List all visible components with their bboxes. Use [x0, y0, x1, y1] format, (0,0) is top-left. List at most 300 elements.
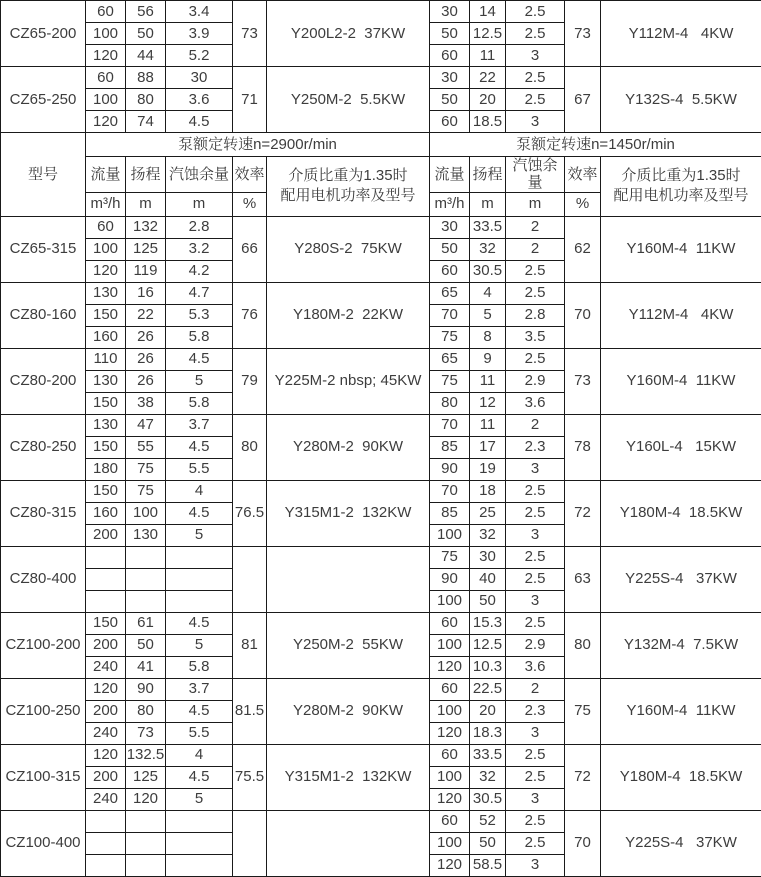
col-header-npsh: 汽蚀余量 [166, 157, 233, 193]
head-cell: 50 [126, 634, 166, 656]
unit-npsh: m [166, 192, 233, 216]
efficiency-cell: 73 [565, 1, 601, 67]
npsh-cell: 4.5 [166, 766, 233, 788]
col-header-efficiency: 效率 [233, 157, 267, 193]
unit-head: m [126, 192, 166, 216]
head-cell: 75 [126, 480, 166, 502]
head-cell: 20 [470, 700, 506, 722]
head-cell: 8 [470, 326, 506, 348]
head-cell: 61 [126, 612, 166, 634]
flow-cell: 60 [430, 45, 470, 67]
head-cell [126, 854, 166, 876]
model-column-header: 型号 [1, 133, 86, 217]
efficiency-cell: 73 [565, 348, 601, 414]
efficiency-cell [233, 546, 267, 612]
npsh-cell: 2.5 [506, 1, 565, 23]
flow-cell: 70 [430, 304, 470, 326]
head-cell: 50 [470, 832, 506, 854]
col-header-flow: 流量 [430, 157, 470, 193]
model-cell: CZ65-200 [1, 1, 86, 67]
npsh-cell: 2.5 [506, 282, 565, 304]
head-cell [126, 568, 166, 590]
flow-cell: 100 [430, 766, 470, 788]
npsh-cell: 3.7 [166, 678, 233, 700]
unit-flow: m³/h [430, 192, 470, 216]
head-cell: 44 [126, 45, 166, 67]
npsh-cell: 5.2 [166, 45, 233, 67]
flow-cell: 100 [86, 89, 126, 111]
npsh-cell: 2 [506, 414, 565, 436]
flow-cell: 120 [430, 788, 470, 810]
flow-cell: 100 [430, 524, 470, 546]
flow-cell: 100 [430, 700, 470, 722]
unit-efficiency: % [565, 192, 601, 216]
npsh-cell [166, 854, 233, 876]
table-row [1, 1, 761, 23]
flow-cell: 240 [86, 722, 126, 744]
head-cell: 14 [470, 1, 506, 23]
npsh-cell: 4 [166, 744, 233, 766]
flow-cell: 130 [86, 370, 126, 392]
npsh-cell: 5.3 [166, 304, 233, 326]
flow-cell: 30 [430, 67, 470, 89]
motor-cell: Y180M-2 22KW [267, 282, 430, 348]
npsh-cell: 2.5 [506, 568, 565, 590]
npsh-cell: 4.2 [166, 260, 233, 282]
table-row [1, 348, 761, 370]
npsh-cell: 2.5 [506, 67, 565, 89]
npsh-cell: 3 [506, 722, 565, 744]
npsh-cell: 4.5 [166, 348, 233, 370]
flow-cell: 70 [430, 480, 470, 502]
npsh-cell: 5.8 [166, 656, 233, 678]
npsh-cell: 2.5 [506, 766, 565, 788]
npsh-cell: 3.6 [506, 392, 565, 414]
npsh-cell: 4 [166, 480, 233, 502]
efficiency-cell: 80 [565, 612, 601, 678]
npsh-cell: 2.9 [506, 370, 565, 392]
head-cell: 12.5 [470, 634, 506, 656]
table-row [1, 744, 761, 766]
head-cell: 90 [126, 678, 166, 700]
head-cell: 22 [126, 304, 166, 326]
npsh-cell: 3 [506, 458, 565, 480]
flow-cell: 110 [86, 348, 126, 370]
flow-cell: 100 [430, 590, 470, 612]
efficiency-cell: 81 [233, 612, 267, 678]
head-cell: 18.5 [470, 111, 506, 133]
flow-cell: 240 [86, 656, 126, 678]
npsh-cell: 4.7 [166, 282, 233, 304]
npsh-cell: 4.5 [166, 700, 233, 722]
head-cell: 47 [126, 414, 166, 436]
model-cell: CZ100-250 [1, 678, 86, 744]
unit-head: m [470, 192, 506, 216]
npsh-cell: 3 [506, 111, 565, 133]
motor-cell: Y250M-2 55KW [267, 612, 430, 678]
head-cell: 32 [470, 524, 506, 546]
head-cell: 32 [470, 238, 506, 260]
head-cell: 17 [470, 436, 506, 458]
header-speed-row [1, 133, 761, 157]
head-cell: 11 [470, 45, 506, 67]
flow-cell: 200 [86, 700, 126, 722]
flow-cell [86, 810, 126, 832]
npsh-cell: 2.5 [506, 480, 565, 502]
npsh-cell: 3 [506, 45, 565, 67]
npsh-cell: 2 [506, 216, 565, 238]
motor-cell: Y180M-4 18.5KW [601, 744, 761, 810]
motor-cell: Y315M1-2 132KW [267, 744, 430, 810]
flow-cell: 60 [86, 67, 126, 89]
rated-speed-left-header: 泵额定转速n=2900r/min [86, 133, 430, 157]
npsh-cell: 4.5 [166, 111, 233, 133]
flow-cell [86, 546, 126, 568]
head-cell: 100 [126, 502, 166, 524]
npsh-cell: 5.5 [166, 458, 233, 480]
npsh-cell: 2.5 [506, 546, 565, 568]
head-cell: 12.5 [470, 23, 506, 45]
flow-cell: 65 [430, 282, 470, 304]
head-cell: 75 [126, 458, 166, 480]
flow-cell: 120 [86, 678, 126, 700]
head-cell: 26 [126, 326, 166, 348]
head-cell: 18 [470, 480, 506, 502]
motor-cell: Y160M-4 11KW [601, 348, 761, 414]
npsh-cell: 3.6 [506, 656, 565, 678]
flow-cell: 30 [430, 1, 470, 23]
head-cell: 125 [126, 766, 166, 788]
table-row [1, 480, 761, 502]
motor-cell: Y225M-2 nbsp; 45KW [267, 348, 430, 414]
head-cell: 30.5 [470, 260, 506, 282]
flow-cell: 90 [430, 568, 470, 590]
model-cell: CZ80-400 [1, 546, 86, 612]
motor-header-line1: 介质比重为1.35时 [601, 166, 761, 186]
npsh-cell: 2.5 [506, 89, 565, 111]
table-row [1, 216, 761, 238]
efficiency-cell: 76.5 [233, 480, 267, 546]
flow-cell: 65 [430, 348, 470, 370]
flow-cell: 200 [86, 766, 126, 788]
flow-cell [86, 832, 126, 854]
flow-cell: 60 [430, 744, 470, 766]
npsh-cell: 3 [506, 854, 565, 876]
head-cell: 10.3 [470, 656, 506, 678]
motor-cell: Y200L2-2 37KW [267, 1, 430, 67]
flow-cell: 60 [86, 1, 126, 23]
motor-cell: Y160M-4 11KW [601, 216, 761, 282]
flow-cell: 160 [86, 326, 126, 348]
efficiency-cell: 70 [565, 282, 601, 348]
head-cell: 30 [470, 546, 506, 568]
npsh-cell: 2.5 [506, 810, 565, 832]
model-cell: CZ80-160 [1, 282, 86, 348]
npsh-cell [166, 832, 233, 854]
header-label-row [1, 157, 761, 193]
head-cell: 11 [470, 414, 506, 436]
npsh-cell: 2.5 [506, 744, 565, 766]
head-cell: 20 [470, 89, 506, 111]
head-cell: 50 [126, 23, 166, 45]
efficiency-cell: 81.5 [233, 678, 267, 744]
flow-cell: 75 [430, 546, 470, 568]
npsh-cell: 5 [166, 370, 233, 392]
col-header-head: 扬程 [126, 157, 166, 193]
npsh-cell: 5.8 [166, 392, 233, 414]
flow-cell: 120 [86, 744, 126, 766]
head-cell: 38 [126, 392, 166, 414]
npsh-cell: 2 [506, 678, 565, 700]
npsh-cell: 3 [506, 788, 565, 810]
table-row [1, 612, 761, 634]
flow-cell: 30 [430, 216, 470, 238]
npsh-cell: 2.3 [506, 436, 565, 458]
motor-cell [267, 546, 430, 612]
flow-cell: 90 [430, 458, 470, 480]
motor-header-line2: 配用电机功率及型号 [601, 186, 761, 206]
model-cell: CZ100-400 [1, 810, 86, 876]
head-cell: 119 [126, 260, 166, 282]
head-cell: 80 [126, 89, 166, 111]
flow-cell: 75 [430, 326, 470, 348]
head-cell: 19 [470, 458, 506, 480]
npsh-cell: 5.8 [166, 326, 233, 348]
head-cell: 132.5 [126, 744, 166, 766]
model-cell: CZ65-315 [1, 216, 86, 282]
efficiency-cell: 66 [233, 216, 267, 282]
flow-cell: 150 [86, 304, 126, 326]
flow-cell: 100 [86, 23, 126, 45]
npsh-cell: 3.9 [166, 23, 233, 45]
flow-cell [86, 590, 126, 612]
efficiency-cell: 76 [233, 282, 267, 348]
npsh-cell: 3.4 [166, 1, 233, 23]
head-cell: 30.5 [470, 788, 506, 810]
flow-cell: 50 [430, 89, 470, 111]
unit-efficiency: % [233, 192, 267, 216]
col-header-efficiency: 效率 [565, 157, 601, 193]
flow-cell: 85 [430, 436, 470, 458]
motor-cell: Y315M1-2 132KW [267, 480, 430, 546]
model-cell: CZ80-315 [1, 480, 86, 546]
flow-cell: 80 [430, 392, 470, 414]
col-header-motor [601, 157, 761, 217]
unit-npsh: m [506, 192, 565, 216]
head-cell: 120 [126, 788, 166, 810]
flow-cell: 150 [86, 480, 126, 502]
table-row [1, 810, 761, 832]
motor-cell: Y160M-4 11KW [601, 678, 761, 744]
head-cell: 73 [126, 722, 166, 744]
flow-cell: 50 [430, 23, 470, 45]
head-cell: 33.5 [470, 216, 506, 238]
head-cell: 130 [126, 524, 166, 546]
model-cell: CZ100-315 [1, 744, 86, 810]
motor-cell: Y112M-4 4KW [601, 1, 761, 67]
head-cell: 18.3 [470, 722, 506, 744]
npsh-cell: 5 [166, 634, 233, 656]
npsh-cell: 3.2 [166, 238, 233, 260]
flow-cell: 85 [430, 502, 470, 524]
npsh-cell: 4.5 [166, 436, 233, 458]
head-cell: 4 [470, 282, 506, 304]
head-cell [126, 810, 166, 832]
npsh-cell: 3.5 [506, 326, 565, 348]
head-cell: 16 [126, 282, 166, 304]
flow-cell: 60 [430, 810, 470, 832]
npsh-cell: 30 [166, 67, 233, 89]
col-header-npsh: 汽蚀余量 [506, 157, 565, 193]
head-cell: 22.5 [470, 678, 506, 700]
npsh-cell: 2.5 [506, 832, 565, 854]
npsh-cell: 2.5 [506, 348, 565, 370]
rated-speed-right-header: 泵额定转速n=1450r/min [430, 133, 761, 157]
flow-cell: 70 [430, 414, 470, 436]
efficiency-cell: 71 [233, 67, 267, 133]
head-cell: 22 [470, 67, 506, 89]
col-header-head: 扬程 [470, 157, 506, 193]
npsh-cell [166, 546, 233, 568]
motor-cell: Y132S-4 5.5KW [601, 67, 761, 133]
head-cell: 125 [126, 238, 166, 260]
motor-cell: Y225S-4 37KW [601, 546, 761, 612]
table-row [1, 282, 761, 304]
efficiency-cell: 80 [233, 414, 267, 480]
motor-header-line2: 配用电机功率及型号 [267, 186, 429, 206]
flow-cell: 150 [86, 436, 126, 458]
npsh-cell: 2.5 [506, 23, 565, 45]
head-cell: 5 [470, 304, 506, 326]
flow-cell: 120 [430, 854, 470, 876]
flow-cell: 120 [86, 260, 126, 282]
npsh-cell: 2.8 [506, 304, 565, 326]
head-cell: 33.5 [470, 744, 506, 766]
motor-header-line1: 介质比重为1.35时 [267, 166, 429, 186]
head-cell: 15.3 [470, 612, 506, 634]
efficiency-cell: 70 [565, 810, 601, 876]
npsh-cell: 2.9 [506, 634, 565, 656]
flow-cell: 60 [430, 111, 470, 133]
efficiency-cell: 67 [565, 67, 601, 133]
npsh-cell [166, 810, 233, 832]
head-cell: 9 [470, 348, 506, 370]
motor-cell: Y225S-4 37KW [601, 810, 761, 876]
head-cell: 41 [126, 656, 166, 678]
head-cell: 56 [126, 1, 166, 23]
pump-table-body [1, 1, 761, 877]
npsh-cell: 3 [506, 524, 565, 546]
flow-cell: 75 [430, 370, 470, 392]
npsh-cell: 3.6 [166, 89, 233, 111]
npsh-cell: 2.8 [166, 216, 233, 238]
head-cell [126, 590, 166, 612]
efficiency-cell: 75 [565, 678, 601, 744]
flow-cell: 200 [86, 634, 126, 656]
table-row [1, 546, 761, 568]
npsh-cell: 2.3 [506, 700, 565, 722]
model-cell: CZ80-250 [1, 414, 86, 480]
head-cell: 40 [470, 568, 506, 590]
table-row [1, 414, 761, 436]
flow-cell: 150 [86, 612, 126, 634]
npsh-cell: 5 [166, 788, 233, 810]
efficiency-cell: 78 [565, 414, 601, 480]
flow-cell: 120 [430, 656, 470, 678]
efficiency-cell: 79 [233, 348, 267, 414]
flow-cell: 180 [86, 458, 126, 480]
flow-cell: 130 [86, 414, 126, 436]
flow-cell: 60 [430, 260, 470, 282]
flow-cell: 200 [86, 524, 126, 546]
motor-cell: Y132M-4 7.5KW [601, 612, 761, 678]
efficiency-cell: 63 [565, 546, 601, 612]
flow-cell: 60 [430, 678, 470, 700]
efficiency-cell: 72 [565, 480, 601, 546]
motor-cell: Y280S-2 75KW [267, 216, 430, 282]
npsh-cell: 4.5 [166, 612, 233, 634]
flow-cell: 240 [86, 788, 126, 810]
motor-cell [267, 810, 430, 876]
npsh-cell [166, 590, 233, 612]
efficiency-cell [233, 810, 267, 876]
head-cell: 58.5 [470, 854, 506, 876]
head-cell: 52 [470, 810, 506, 832]
efficiency-cell: 72 [565, 744, 601, 810]
flow-cell: 100 [86, 238, 126, 260]
head-cell: 32 [470, 766, 506, 788]
col-header-flow: 流量 [86, 157, 126, 193]
motor-cell: Y160L-4 15KW [601, 414, 761, 480]
head-cell: 50 [470, 590, 506, 612]
npsh-cell: 5.5 [166, 722, 233, 744]
flow-cell: 130 [86, 282, 126, 304]
head-cell: 55 [126, 436, 166, 458]
head-cell: 74 [126, 111, 166, 133]
flow-cell: 150 [86, 392, 126, 414]
motor-cell: Y280M-2 90KW [267, 414, 430, 480]
flow-cell: 50 [430, 238, 470, 260]
motor-cell: Y280M-2 90KW [267, 678, 430, 744]
flow-cell [86, 568, 126, 590]
npsh-cell: 2.5 [506, 502, 565, 524]
npsh-cell: 5 [166, 524, 233, 546]
motor-cell: Y112M-4 4KW [601, 282, 761, 348]
flow-cell: 60 [430, 612, 470, 634]
flow-cell [86, 854, 126, 876]
flow-cell: 100 [430, 634, 470, 656]
efficiency-cell: 75.5 [233, 744, 267, 810]
head-cell: 88 [126, 67, 166, 89]
npsh-cell: 2.5 [506, 260, 565, 282]
head-cell [126, 832, 166, 854]
flow-cell: 120 [86, 111, 126, 133]
npsh-cell: 2.5 [506, 612, 565, 634]
flow-cell: 120 [430, 722, 470, 744]
col-header-motor [267, 157, 430, 217]
table-row [1, 678, 761, 700]
efficiency-cell: 62 [565, 216, 601, 282]
model-cell: CZ80-200 [1, 348, 86, 414]
table-row [1, 67, 761, 89]
motor-cell: Y250M-2 5.5KW [267, 67, 430, 133]
npsh-cell: 3 [506, 590, 565, 612]
flow-cell: 120 [86, 45, 126, 67]
flow-cell: 60 [86, 216, 126, 238]
head-cell: 26 [126, 348, 166, 370]
head-cell: 25 [470, 502, 506, 524]
unit-flow: m³/h [86, 192, 126, 216]
